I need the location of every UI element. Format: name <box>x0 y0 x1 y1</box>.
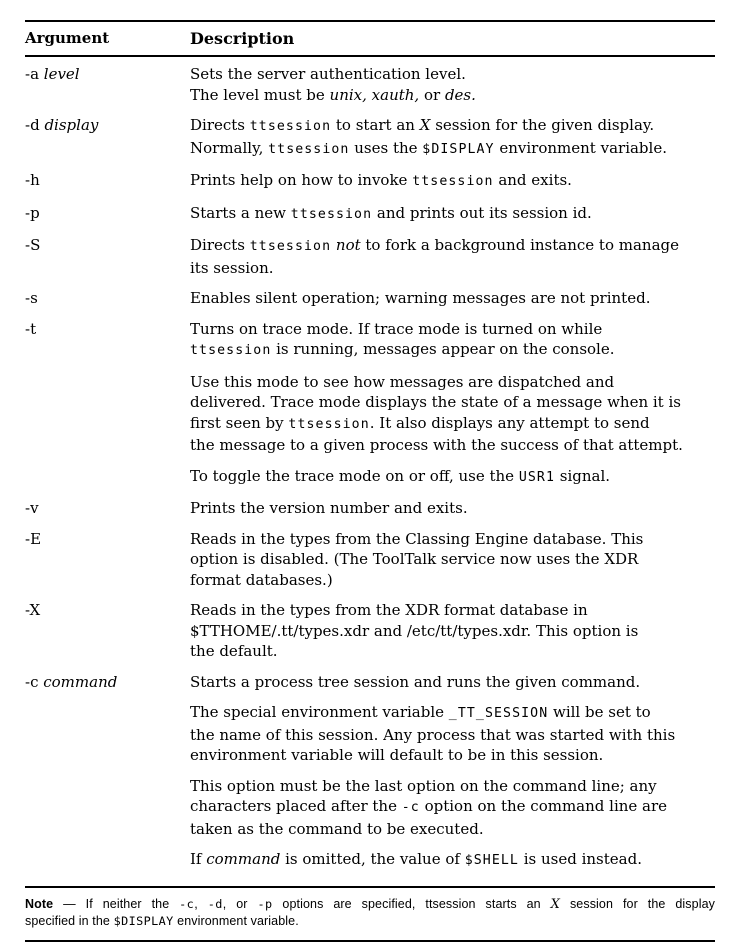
description-column-header: Description <box>190 29 295 48</box>
text: -s <box>25 289 38 307</box>
text-line <box>190 413 715 436</box>
paragraph <box>190 849 715 872</box>
table-header-rule <box>25 55 715 57</box>
code-text: -c <box>401 800 420 815</box>
text: The level must be <box>190 85 330 104</box>
code-text: -c <box>179 896 195 911</box>
description-cell <box>190 529 715 591</box>
text: option is disabled. (The ToolTalk service now uses the XDR <box>190 550 639 568</box>
text: the message to a given process with the success of that attempt. <box>190 436 683 454</box>
paragraph <box>190 288 715 309</box>
table-row <box>25 672 715 872</box>
text-line <box>190 549 715 570</box>
text: environment variable. <box>494 138 667 157</box>
description-cell <box>190 203 715 226</box>
italic-text: xauth, <box>371 85 420 104</box>
code-text: ttsession <box>288 416 370 432</box>
text: $TTHOME/.tt/types.xdr and /etc/tt/types.xdr. This option is <box>190 621 639 640</box>
text: to fork a background instance to manage <box>360 236 679 254</box>
text: Prints the version number and exits. <box>190 499 468 517</box>
text: This option must be the last option on the command line; any <box>190 776 657 795</box>
italic-text: display <box>44 116 99 134</box>
text: environment variable. <box>173 914 299 928</box>
text: Use this mode to see how messages are dispatched and <box>190 372 615 391</box>
text: is used instead. <box>518 850 642 868</box>
text-line <box>190 288 715 309</box>
text: taken as the command to be executed. <box>190 819 484 838</box>
description-cell <box>190 64 715 105</box>
text: -c <box>25 672 44 691</box>
code-text: ttsession <box>290 206 373 222</box>
text: characters placed after the <box>190 797 402 815</box>
text-line <box>190 85 715 106</box>
text: and exits. <box>493 171 572 189</box>
text: Prints help on how to invoke <box>190 171 413 189</box>
note-line-2 <box>25 913 715 931</box>
argument-cell <box>25 203 190 226</box>
text: Reads in the types from the XDR format database in <box>190 601 588 619</box>
paragraph <box>190 203 715 226</box>
text: to start an <box>331 116 420 134</box>
argument-column-header: Argument <box>25 29 110 48</box>
text: . It also displays any attempt to send <box>369 413 650 432</box>
text-line <box>190 796 715 819</box>
text: Directs <box>190 236 250 254</box>
paragraph <box>190 702 715 766</box>
text: , <box>194 896 208 911</box>
text: -d <box>25 116 45 134</box>
text-line <box>190 466 715 489</box>
text-line <box>190 392 715 413</box>
text-line <box>190 498 715 519</box>
italic-text: des. <box>444 85 476 104</box>
text: uses the <box>349 138 423 157</box>
argument-cell <box>25 64 190 105</box>
text: -v <box>25 499 39 517</box>
text: the name of this session. Any process that was started with this <box>190 725 676 744</box>
code-text: _TT_SESSION <box>448 706 549 721</box>
description-cell <box>190 235 715 278</box>
table-row <box>25 203 715 226</box>
bold-text: Note <box>25 896 54 911</box>
code-text: ttsession <box>190 343 272 358</box>
text: -h <box>25 171 40 189</box>
code-text: $SHELL <box>464 853 519 868</box>
text-line <box>190 745 715 766</box>
code-text: $DISPLAY <box>113 914 174 928</box>
italic-text: not <box>335 236 361 254</box>
text-line <box>190 702 715 725</box>
table-row <box>25 529 715 591</box>
paragraph <box>190 372 715 456</box>
paragraph <box>190 319 715 362</box>
text: will be set to <box>548 703 651 721</box>
paragraph <box>190 64 715 105</box>
text: format databases.) <box>190 570 333 589</box>
text: Starts a new <box>190 203 291 222</box>
text: Turns on trace mode. If trace mode is turned on while <box>190 319 603 338</box>
description-cell <box>190 115 715 160</box>
code-text: $DISPLAY <box>422 141 495 157</box>
table-row <box>25 64 715 105</box>
note-line-1 <box>25 896 715 914</box>
italic-text: level <box>43 65 80 83</box>
paragraph <box>190 529 715 591</box>
text-line <box>190 258 715 279</box>
code-text: ttsession <box>249 239 332 254</box>
text-line <box>190 819 715 840</box>
paragraph <box>190 672 715 693</box>
text: or <box>419 85 445 104</box>
table-row <box>25 288 715 309</box>
text: Reads in the types from the Classing Engine database. This <box>190 529 644 548</box>
paragraph <box>190 600 715 662</box>
text-line <box>190 170 715 193</box>
description-cell <box>190 600 715 662</box>
text-line <box>190 529 715 550</box>
text: Sets the server authentication level. <box>190 65 466 83</box>
table-row <box>25 170 715 193</box>
text: signal. <box>555 466 611 485</box>
text: first seen by <box>190 413 289 432</box>
text-line <box>190 672 715 693</box>
text: -a <box>25 65 44 83</box>
text: -t <box>25 319 37 338</box>
table-row <box>25 498 715 519</box>
text-line <box>190 203 715 226</box>
text: Starts a process tree session and runs the given command. <box>190 672 641 691</box>
paragraph <box>190 115 715 160</box>
code-text: ttsession <box>268 141 350 157</box>
text-line <box>190 621 715 642</box>
argument-cell <box>25 115 190 160</box>
text: If <box>190 850 207 868</box>
paragraph <box>190 170 715 193</box>
code-text: -d <box>207 896 223 911</box>
text: options are specified, ttsession starts an <box>272 896 551 911</box>
text: To toggle the trace mode on or off, use the <box>190 466 519 485</box>
text-line <box>190 235 715 258</box>
table-row <box>25 319 715 489</box>
italic-text: unix, <box>329 85 367 104</box>
argument-cell <box>25 672 190 872</box>
text-line <box>190 776 715 797</box>
argument-cell <box>25 319 190 489</box>
text: , or <box>222 896 258 911</box>
argument-cell <box>25 600 190 662</box>
code-text: USR1 <box>518 469 555 485</box>
text: its session. <box>190 258 274 277</box>
argument-cell <box>25 170 190 193</box>
paragraph <box>190 466 715 489</box>
text-line <box>190 339 715 362</box>
text-line <box>190 138 715 161</box>
italic-text: command <box>43 672 118 691</box>
text-line <box>190 725 715 746</box>
text: -p <box>25 203 40 222</box>
note-bottom-rule <box>25 940 715 942</box>
text-line <box>190 849 715 872</box>
argument-cell <box>25 235 190 278</box>
code-text: ttsession <box>249 119 332 134</box>
text-line <box>190 570 715 591</box>
text: -S <box>25 236 41 254</box>
paragraph <box>190 776 715 840</box>
text: session for the given display. <box>430 116 655 134</box>
text-line <box>190 115 715 138</box>
argument-cell <box>25 288 190 309</box>
text: is running, messages appear on the console. <box>271 340 615 358</box>
argument-cell <box>25 529 190 591</box>
table-row <box>25 235 715 278</box>
italic-text: X <box>419 116 431 134</box>
text: The special environment variable <box>190 703 449 721</box>
description-cell <box>190 498 715 519</box>
text: the default. <box>190 642 278 660</box>
text-line <box>190 319 715 340</box>
text: delivered. Trace mode displays the state of a message when it is <box>190 393 681 411</box>
table-row <box>25 600 715 662</box>
text: — If neither the <box>53 896 180 911</box>
text: is omitted, the value of <box>280 850 465 868</box>
argument-cell <box>25 498 190 519</box>
table-row <box>25 115 715 160</box>
text: environment variable will default to be in this session. <box>190 746 604 764</box>
text-line <box>190 372 715 393</box>
italic-text: command <box>206 850 281 868</box>
paragraph <box>190 235 715 278</box>
text: option on the command line are <box>419 797 668 815</box>
text: -E <box>25 529 42 548</box>
text: session for the display <box>560 896 715 911</box>
description-cell <box>190 170 715 193</box>
code-text: ttsession <box>412 174 494 189</box>
code-text: -p <box>257 896 273 911</box>
text: Directs <box>190 116 250 134</box>
text-line <box>190 641 715 662</box>
text-line <box>190 600 715 621</box>
note <box>25 888 715 940</box>
table-body <box>25 64 715 872</box>
description-cell <box>190 288 715 309</box>
description-cell <box>190 319 715 489</box>
text-line <box>190 435 715 456</box>
text: specified in the <box>25 914 114 928</box>
text: Normally, <box>190 138 269 157</box>
text-line <box>190 64 715 85</box>
text: Enables silent operation; warning messages are not printed. <box>190 289 651 307</box>
description-cell <box>190 672 715 872</box>
paragraph <box>190 498 715 519</box>
text: -X <box>25 601 41 619</box>
italic-text: X <box>550 896 561 912</box>
text: and prints out its session id. <box>372 203 592 222</box>
table-header-row <box>25 22 715 55</box>
